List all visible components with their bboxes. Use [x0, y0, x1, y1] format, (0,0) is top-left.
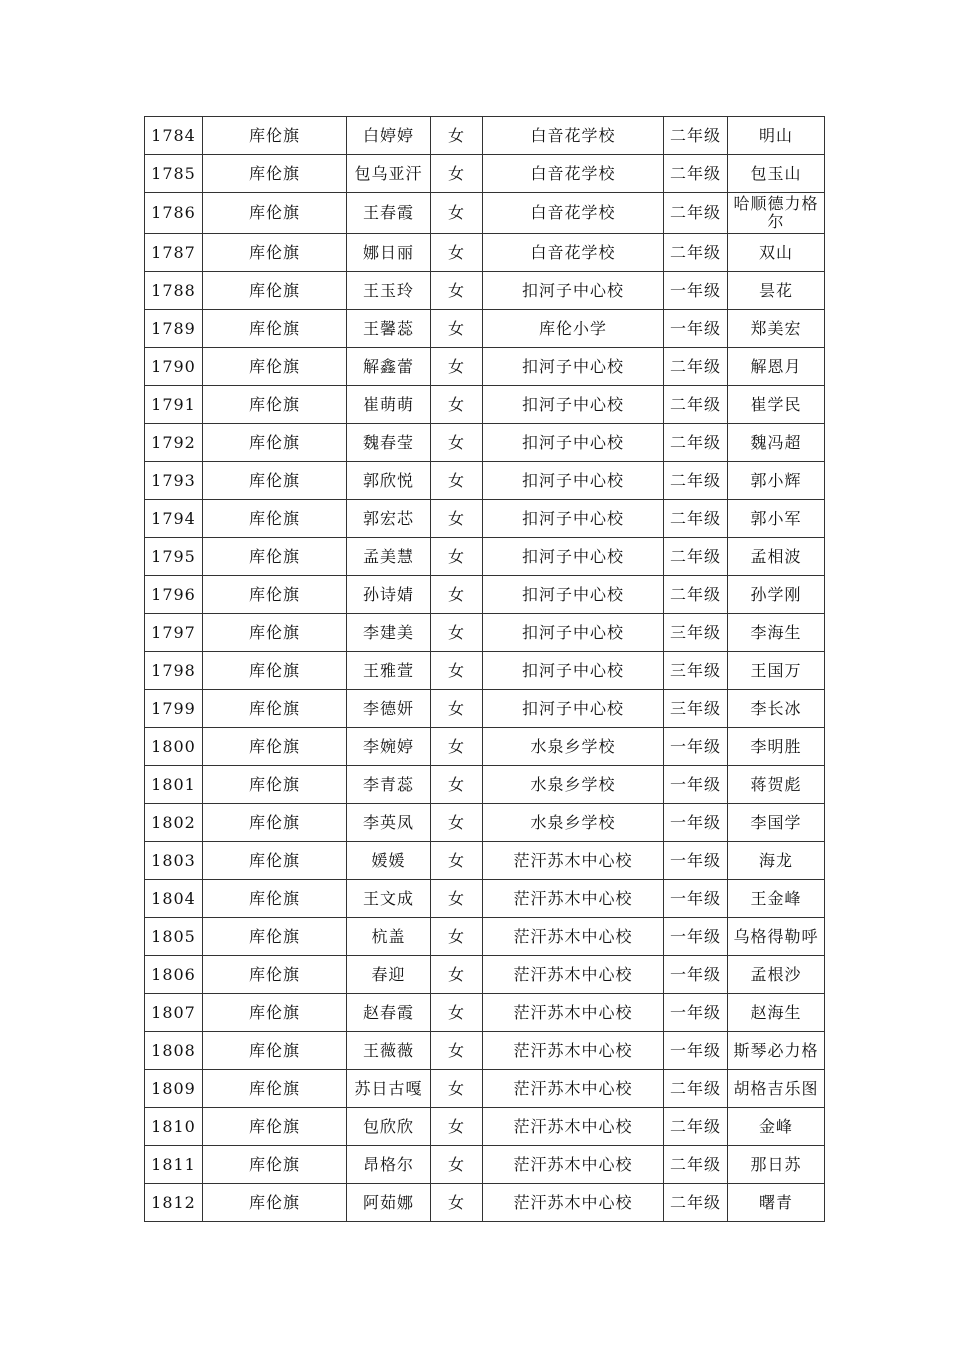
table-row	[145, 766, 825, 804]
table-row	[145, 424, 825, 462]
row-number-cell: 1799	[145, 690, 203, 728]
gender-cell: 女	[431, 193, 483, 234]
guardian-name-cell: 李长冰	[728, 690, 825, 728]
school-cell: 茫汗苏木中心校	[483, 956, 664, 994]
grade-cell: 二年级	[664, 1146, 728, 1184]
region-cell: 库伦旗	[203, 234, 347, 272]
region-cell: 库伦旗	[203, 728, 347, 766]
student-name-cell: 媛媛	[347, 842, 431, 880]
gender-cell: 女	[431, 576, 483, 614]
student-name-cell: 王春霞	[347, 193, 431, 234]
gender-cell: 女	[431, 424, 483, 462]
guardian-name-cell: 魏冯超	[728, 424, 825, 462]
region-cell: 库伦旗	[203, 348, 347, 386]
student-name-cell: 娜日丽	[347, 234, 431, 272]
school-cell: 扣河子中心校	[483, 500, 664, 538]
region-cell: 库伦旗	[203, 1184, 347, 1222]
student-name-cell: 李英凤	[347, 804, 431, 842]
gender-cell: 女	[431, 766, 483, 804]
gender-cell: 女	[431, 155, 483, 193]
region-cell: 库伦旗	[203, 614, 347, 652]
row-number-cell: 1805	[145, 918, 203, 956]
row-number-cell: 1788	[145, 272, 203, 310]
grade-cell: 二年级	[664, 500, 728, 538]
region-cell: 库伦旗	[203, 386, 347, 424]
table-row	[145, 1032, 825, 1070]
region-cell: 库伦旗	[203, 994, 347, 1032]
school-cell: 白音花学校	[483, 193, 664, 234]
guardian-name-cell: 李国学	[728, 804, 825, 842]
guardian-name-cell: 包玉山	[728, 155, 825, 193]
region-cell: 库伦旗	[203, 193, 347, 234]
row-number-cell: 1793	[145, 462, 203, 500]
row-number-cell: 1790	[145, 348, 203, 386]
region-cell: 库伦旗	[203, 272, 347, 310]
table-row	[145, 1108, 825, 1146]
region-cell: 库伦旗	[203, 956, 347, 994]
student-name-cell: 王薇薇	[347, 1032, 431, 1070]
grade-cell: 二年级	[664, 424, 728, 462]
table-row	[145, 728, 825, 766]
grade-cell: 二年级	[664, 576, 728, 614]
row-number-cell: 1794	[145, 500, 203, 538]
guardian-name-cell: 孟相波	[728, 538, 825, 576]
gender-cell: 女	[431, 310, 483, 348]
region-cell: 库伦旗	[203, 690, 347, 728]
school-cell: 茫汗苏木中心校	[483, 994, 664, 1032]
table-row	[145, 538, 825, 576]
school-cell: 扣河子中心校	[483, 424, 664, 462]
guardian-name-cell: 那日苏	[728, 1146, 825, 1184]
region-cell: 库伦旗	[203, 117, 347, 155]
student-name-cell: 白婷婷	[347, 117, 431, 155]
table-row	[145, 310, 825, 348]
guardian-name-cell: 赵海生	[728, 994, 825, 1032]
gender-cell: 女	[431, 386, 483, 424]
grade-cell: 二年级	[664, 117, 728, 155]
guardian-name-cell: 金峰	[728, 1108, 825, 1146]
student-name-cell: 崔萌萌	[347, 386, 431, 424]
student-name-cell: 郭欣悦	[347, 462, 431, 500]
gender-cell: 女	[431, 690, 483, 728]
school-cell: 扣河子中心校	[483, 272, 664, 310]
grade-cell: 二年级	[664, 1070, 728, 1108]
school-cell: 茫汗苏木中心校	[483, 842, 664, 880]
school-cell: 扣河子中心校	[483, 576, 664, 614]
guardian-name-cell: 孙学刚	[728, 576, 825, 614]
row-number-cell: 1787	[145, 234, 203, 272]
row-number-cell: 1807	[145, 994, 203, 1032]
grade-cell: 二年级	[664, 155, 728, 193]
gender-cell: 女	[431, 1032, 483, 1070]
row-number-cell: 1803	[145, 842, 203, 880]
region-cell: 库伦旗	[203, 1070, 347, 1108]
grade-cell: 三年级	[664, 652, 728, 690]
row-number-cell: 1795	[145, 538, 203, 576]
table-row	[145, 386, 825, 424]
table-row	[145, 193, 825, 234]
region-cell: 库伦旗	[203, 424, 347, 462]
grade-cell: 一年级	[664, 842, 728, 880]
region-cell: 库伦旗	[203, 538, 347, 576]
school-cell: 扣河子中心校	[483, 538, 664, 576]
table-row	[145, 956, 825, 994]
guardian-name-cell: 曙青	[728, 1184, 825, 1222]
grade-cell: 二年级	[664, 348, 728, 386]
grade-cell: 三年级	[664, 690, 728, 728]
grade-cell: 二年级	[664, 1184, 728, 1222]
student-name-cell: 包乌亚汗	[347, 155, 431, 193]
student-name-cell: 包欣欣	[347, 1108, 431, 1146]
grade-cell: 二年级	[664, 234, 728, 272]
school-cell: 茫汗苏木中心校	[483, 1108, 664, 1146]
school-cell: 库伦小学	[483, 310, 664, 348]
row-number-cell: 1801	[145, 766, 203, 804]
student-name-cell: 李德妍	[347, 690, 431, 728]
table-row	[145, 272, 825, 310]
table-row	[145, 652, 825, 690]
school-cell: 茫汗苏木中心校	[483, 880, 664, 918]
region-cell: 库伦旗	[203, 1108, 347, 1146]
row-number-cell: 1797	[145, 614, 203, 652]
table-row	[145, 155, 825, 193]
row-number-cell: 1798	[145, 652, 203, 690]
guardian-name-cell: 明山	[728, 117, 825, 155]
student-name-cell: 郭宏芯	[347, 500, 431, 538]
region-cell: 库伦旗	[203, 310, 347, 348]
student-name-cell: 苏日古嘎	[347, 1070, 431, 1108]
table-row	[145, 348, 825, 386]
table-row	[145, 842, 825, 880]
guardian-name-cell: 解恩月	[728, 348, 825, 386]
guardian-name-cell: 孟根沙	[728, 956, 825, 994]
guardian-name-cell: 李海生	[728, 614, 825, 652]
gender-cell: 女	[431, 500, 483, 538]
grade-cell: 二年级	[664, 462, 728, 500]
region-cell: 库伦旗	[203, 766, 347, 804]
grade-cell: 二年级	[664, 193, 728, 234]
table-row	[145, 1146, 825, 1184]
table-row	[145, 576, 825, 614]
guardian-name-cell: 双山	[728, 234, 825, 272]
table-row	[145, 117, 825, 155]
gender-cell: 女	[431, 652, 483, 690]
table-row	[145, 804, 825, 842]
table-row	[145, 918, 825, 956]
region-cell: 库伦旗	[203, 576, 347, 614]
gender-cell: 女	[431, 1108, 483, 1146]
grade-cell: 二年级	[664, 386, 728, 424]
row-number-cell: 1808	[145, 1032, 203, 1070]
row-number-cell: 1811	[145, 1146, 203, 1184]
school-cell: 扣河子中心校	[483, 690, 664, 728]
school-cell: 茫汗苏木中心校	[483, 1184, 664, 1222]
guardian-name-cell: 乌格得勒呼	[728, 918, 825, 956]
school-cell: 扣河子中心校	[483, 348, 664, 386]
region-cell: 库伦旗	[203, 652, 347, 690]
school-cell: 扣河子中心校	[483, 652, 664, 690]
row-number-cell: 1786	[145, 193, 203, 234]
gender-cell: 女	[431, 272, 483, 310]
region-cell: 库伦旗	[203, 842, 347, 880]
gender-cell: 女	[431, 538, 483, 576]
school-cell: 扣河子中心校	[483, 614, 664, 652]
student-name-cell: 杭盖	[347, 918, 431, 956]
grade-cell: 一年级	[664, 1032, 728, 1070]
grade-cell: 二年级	[664, 538, 728, 576]
row-number-cell: 1789	[145, 310, 203, 348]
guardian-name-cell: 郑美宏	[728, 310, 825, 348]
school-cell: 水泉乡学校	[483, 766, 664, 804]
school-cell: 扣河子中心校	[483, 386, 664, 424]
grade-cell: 一年级	[664, 766, 728, 804]
guardian-name-cell: 王国万	[728, 652, 825, 690]
school-cell: 茫汗苏木中心校	[483, 1146, 664, 1184]
grade-cell: 一年级	[664, 272, 728, 310]
region-cell: 库伦旗	[203, 804, 347, 842]
grade-cell: 二年级	[664, 1108, 728, 1146]
row-number-cell: 1796	[145, 576, 203, 614]
row-number-cell: 1791	[145, 386, 203, 424]
student-name-cell: 李婉婷	[347, 728, 431, 766]
grade-cell: 一年级	[664, 728, 728, 766]
table-row	[145, 994, 825, 1032]
student-name-cell: 孙诗婧	[347, 576, 431, 614]
guardian-name-cell: 斯琴必力格	[728, 1032, 825, 1070]
region-cell: 库伦旗	[203, 1146, 347, 1184]
grade-cell: 一年级	[664, 310, 728, 348]
guardian-name-cell: 昙花	[728, 272, 825, 310]
gender-cell: 女	[431, 614, 483, 652]
grade-cell: 一年级	[664, 956, 728, 994]
table-row	[145, 1184, 825, 1222]
gender-cell: 女	[431, 842, 483, 880]
region-cell: 库伦旗	[203, 500, 347, 538]
guardian-name-cell: 哈顺德力格尔	[728, 193, 825, 234]
guardian-name-cell: 郭小军	[728, 500, 825, 538]
student-name-cell: 解鑫蕾	[347, 348, 431, 386]
gender-cell: 女	[431, 1070, 483, 1108]
guardian-name-cell: 李明胜	[728, 728, 825, 766]
school-cell: 扣河子中心校	[483, 462, 664, 500]
student-name-cell: 昂格尔	[347, 1146, 431, 1184]
student-name-cell: 李青蕊	[347, 766, 431, 804]
guardian-name-cell: 胡格吉乐图	[728, 1070, 825, 1108]
gender-cell: 女	[431, 117, 483, 155]
table-row	[145, 500, 825, 538]
gender-cell: 女	[431, 956, 483, 994]
row-number-cell: 1806	[145, 956, 203, 994]
row-number-cell: 1812	[145, 1184, 203, 1222]
school-cell: 白音花学校	[483, 234, 664, 272]
student-name-cell: 王馨蕊	[347, 310, 431, 348]
roster-body	[145, 117, 825, 1222]
gender-cell: 女	[431, 880, 483, 918]
grade-cell: 一年级	[664, 918, 728, 956]
row-number-cell: 1802	[145, 804, 203, 842]
guardian-name-cell: 海龙	[728, 842, 825, 880]
row-number-cell: 1804	[145, 880, 203, 918]
grade-cell: 三年级	[664, 614, 728, 652]
table-row	[145, 234, 825, 272]
grade-cell: 一年级	[664, 804, 728, 842]
row-number-cell: 1792	[145, 424, 203, 462]
grade-cell: 一年级	[664, 880, 728, 918]
table-row	[145, 614, 825, 652]
region-cell: 库伦旗	[203, 155, 347, 193]
row-number-cell: 1809	[145, 1070, 203, 1108]
school-cell: 水泉乡学校	[483, 728, 664, 766]
school-cell: 茫汗苏木中心校	[483, 918, 664, 956]
table-row	[145, 462, 825, 500]
gender-cell: 女	[431, 462, 483, 500]
gender-cell: 女	[431, 1146, 483, 1184]
table-row	[145, 690, 825, 728]
gender-cell: 女	[431, 1184, 483, 1222]
student-name-cell: 阿茹娜	[347, 1184, 431, 1222]
school-cell: 茫汗苏木中心校	[483, 1070, 664, 1108]
grade-cell: 一年级	[664, 994, 728, 1032]
region-cell: 库伦旗	[203, 880, 347, 918]
region-cell: 库伦旗	[203, 1032, 347, 1070]
guardian-name-cell: 郭小辉	[728, 462, 825, 500]
student-name-cell: 孟美慧	[347, 538, 431, 576]
table-row	[145, 1070, 825, 1108]
row-number-cell: 1800	[145, 728, 203, 766]
student-name-cell: 王雅萱	[347, 652, 431, 690]
row-number-cell: 1810	[145, 1108, 203, 1146]
student-roster-table	[144, 116, 825, 1222]
gender-cell: 女	[431, 804, 483, 842]
school-cell: 白音花学校	[483, 155, 664, 193]
table-row	[145, 880, 825, 918]
gender-cell: 女	[431, 348, 483, 386]
gender-cell: 女	[431, 994, 483, 1032]
student-name-cell: 王文成	[347, 880, 431, 918]
gender-cell: 女	[431, 728, 483, 766]
student-name-cell: 魏春莹	[347, 424, 431, 462]
student-name-cell: 王玉玲	[347, 272, 431, 310]
student-name-cell: 春迎	[347, 956, 431, 994]
school-cell: 茫汗苏木中心校	[483, 1032, 664, 1070]
school-cell: 水泉乡学校	[483, 804, 664, 842]
row-number-cell: 1785	[145, 155, 203, 193]
row-number-cell: 1784	[145, 117, 203, 155]
student-name-cell: 赵春霞	[347, 994, 431, 1032]
student-name-cell: 李建美	[347, 614, 431, 652]
guardian-name-cell: 蒋贺彪	[728, 766, 825, 804]
region-cell: 库伦旗	[203, 462, 347, 500]
school-cell: 白音花学校	[483, 117, 664, 155]
gender-cell: 女	[431, 918, 483, 956]
guardian-name-cell: 崔学民	[728, 386, 825, 424]
region-cell: 库伦旗	[203, 918, 347, 956]
guardian-name-cell: 王金峰	[728, 880, 825, 918]
gender-cell: 女	[431, 234, 483, 272]
